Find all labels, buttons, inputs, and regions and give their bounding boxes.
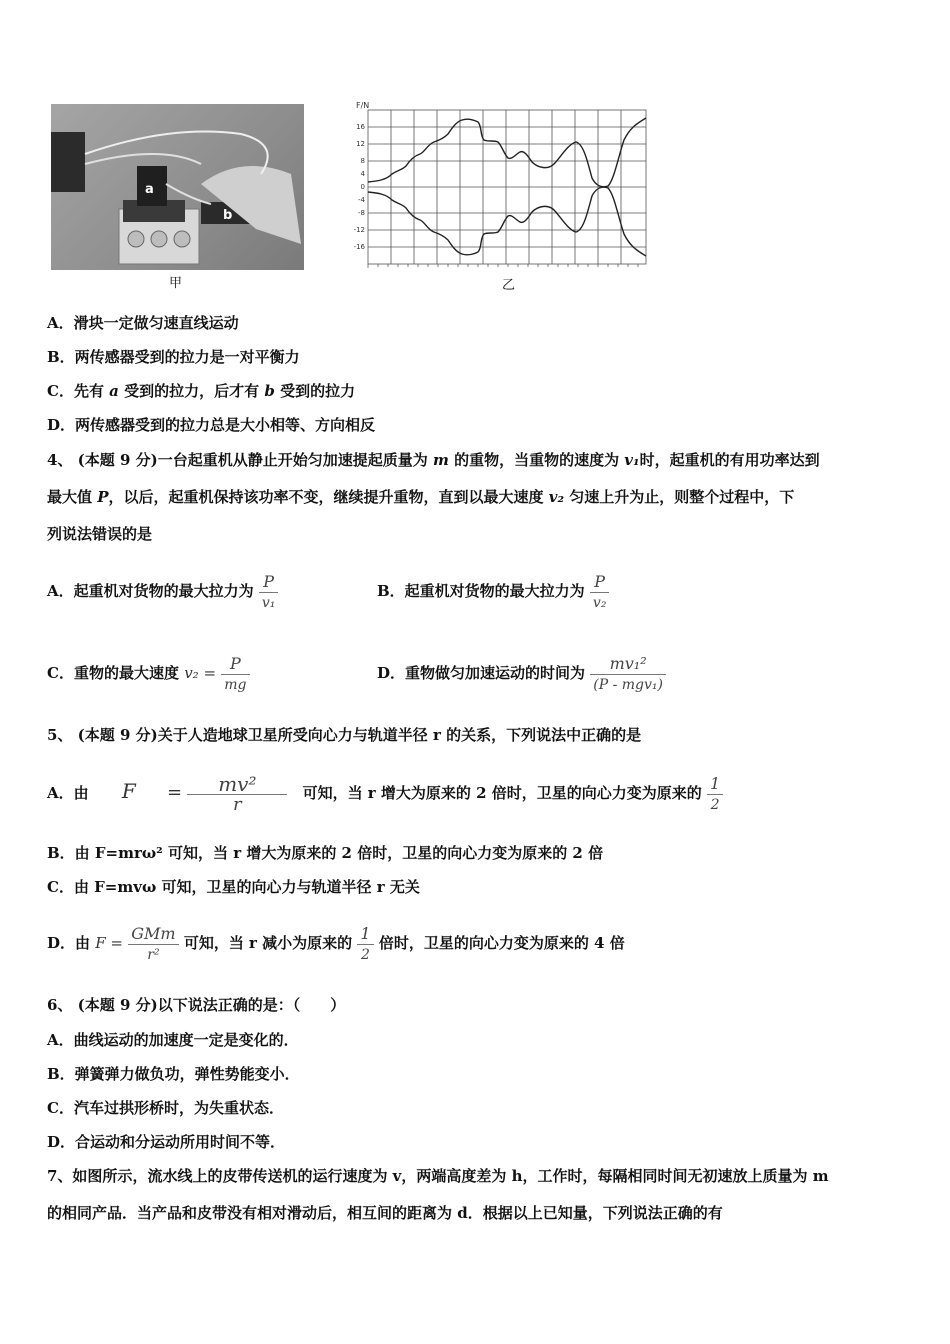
q4-power-symbol: P xyxy=(97,488,109,506)
q4-line2-mid: ，以后，起重机保持该功率不变，继续提升重物，直到以最大速度 xyxy=(108,488,549,506)
q5-option-d-num: GMm xyxy=(128,924,178,945)
q5-option-a[interactable] xyxy=(47,758,723,824)
q4-option-a-text: A．起重机对货物的最大拉力为 xyxy=(47,582,254,600)
q4-stem-line3: 列说法错误的是 xyxy=(47,525,153,543)
graph-caption: 乙 xyxy=(502,278,516,293)
q5-option-d-half-num: 1 xyxy=(357,924,373,945)
q5-option-a-equals: = xyxy=(167,782,183,803)
photo-label-b: b xyxy=(223,208,233,223)
q3-option-c-a: a xyxy=(109,382,119,400)
photo-illustration xyxy=(51,104,304,270)
q5-option-b[interactable]: B．由 F=mrω² 可知，当 r 增大为原来的 2 倍时，卫星的向心力变为原来的 2 倍 xyxy=(47,844,604,862)
q5-option-d-mid: 可知，当 r 减小为原来的 xyxy=(183,934,353,952)
y-tick-neg16: -16 xyxy=(353,243,365,251)
q4-option-a[interactable] xyxy=(47,556,278,626)
y-tick-neg8: -8 xyxy=(358,209,365,217)
q5-option-a-half-num: 1 xyxy=(707,774,723,795)
q4-option-b-den: v₂ xyxy=(592,594,607,611)
q6-option-b[interactable]: B．弹簧弹力做负功，弹性势能变小． xyxy=(47,1065,300,1083)
q5-option-d-half-den: 2 xyxy=(361,946,370,963)
q6-option-c[interactable]: C．汽车过拱形桥时，为失重状态． xyxy=(47,1099,284,1117)
q4-option-b[interactable] xyxy=(377,556,609,626)
graph-y-axis-label: F/N xyxy=(356,101,370,110)
q3-option-c[interactable] xyxy=(47,380,355,401)
q6-option-a[interactable]: A．曲线运动的加速度一定是变化的． xyxy=(47,1031,299,1049)
q5-option-a-fraction xyxy=(187,771,287,815)
q5-option-a-half-den: 2 xyxy=(710,796,720,813)
q4-option-d[interactable] xyxy=(377,640,666,706)
q4-mass-symbol: m xyxy=(432,451,449,469)
q5-option-d-den: r² xyxy=(147,946,160,963)
q5-option-a-pre: A．由 xyxy=(47,784,89,802)
q4-option-a-den: v₁ xyxy=(261,594,276,611)
q5-option-d-half xyxy=(357,924,373,965)
photo-label-a: a xyxy=(145,182,154,197)
experiment-photo xyxy=(51,104,304,270)
q4-option-c-fraction xyxy=(221,654,249,695)
q4-option-a-fraction xyxy=(259,572,279,613)
q4-option-a-num: P xyxy=(259,572,279,593)
q5-option-d-pre: D．由 xyxy=(47,934,91,952)
q4-option-c-lhs: v₂ = xyxy=(184,664,217,682)
q5-stem: 5、 (本题 9 分)关于人造地球卫星所受向心力与轨道半径 r 的关系，下列说法中正确的是 xyxy=(47,726,642,744)
q4-line1-post: 时，起重机的有用功率达到 xyxy=(639,451,820,469)
q4-option-b-fraction xyxy=(590,572,610,613)
q5-option-a-den: r xyxy=(233,793,242,815)
q4-v1-symbol: v₁ xyxy=(624,451,640,469)
photo-caption: 甲 xyxy=(169,276,183,291)
q3-option-d[interactable]: D．两传感器受到的拉力总是大小相等、方向相反 xyxy=(47,416,376,434)
force-graph xyxy=(348,98,658,272)
q4-line2-pre: 最大值 xyxy=(47,488,98,506)
q4-option-d-fraction xyxy=(590,654,666,695)
q4-stem-line2 xyxy=(47,486,794,507)
q4-v2-symbol: v₂ xyxy=(548,488,565,506)
y-tick-4: 4 xyxy=(360,170,365,178)
q3-option-b[interactable]: B．两传感器受到的拉力是一对平衡力 xyxy=(47,348,300,366)
y-tick-neg12: -12 xyxy=(353,226,365,234)
q3-option-c-post: 受到的拉力 xyxy=(274,382,356,400)
force-curve-upper xyxy=(368,118,646,187)
q4-line1-mid: 的重物，当重物的速度为 xyxy=(448,451,625,469)
y-tick-8: 8 xyxy=(360,157,365,165)
q6-stem: 6、 (本题 9 分)以下说法正确的是：（ ） xyxy=(47,996,346,1014)
q5-option-a-num: mv² xyxy=(187,774,287,795)
q4-option-c-text: C．重物的最大速度 xyxy=(47,664,179,682)
q3-option-c-mid: 受到的拉力，后才有 xyxy=(118,382,265,400)
q7-stem-line1: 7、如图所示，流水线上的皮带传送机的运行速度为 v，两端高度差为 h，工作时，每隔相同时间无初速放上质量为 m xyxy=(47,1167,829,1185)
q5-option-d-fraction xyxy=(128,924,178,965)
y-tick-neg4: -4 xyxy=(358,196,365,204)
q4-stem-line1 xyxy=(47,449,820,470)
q4-option-c-den: mg xyxy=(224,676,247,693)
q3-option-c-pre: C．先有 xyxy=(47,382,110,400)
q4-line2-post: 匀速上升为止，则整个过程中，下 xyxy=(564,488,795,506)
y-tick-16: 16 xyxy=(356,123,365,131)
q5-option-a-half xyxy=(707,774,723,815)
q4-option-d-num: mv₁² xyxy=(590,654,666,675)
q4-option-d-text: D．重物做匀加速运动的时间为 xyxy=(377,664,586,682)
q6-option-d[interactable]: D．合运动和分运动所用时间不等． xyxy=(47,1133,286,1151)
q7-stem-line2: 的相同产品．当产品和皮带没有相对滑动后，相互间的距离为 d．根据以上已知量，下列说法正确的有 xyxy=(47,1204,723,1222)
q4-option-c[interactable] xyxy=(47,640,250,706)
force-curve-lower xyxy=(368,187,646,256)
q5-option-d-lhs: F = xyxy=(95,934,123,952)
q4-option-b-text: B．起重机对货物的最大拉力为 xyxy=(377,582,585,600)
y-tick-0: 0 xyxy=(360,183,365,191)
q5-option-d-post: 倍时，卫星的向心力变为原来的 4 倍 xyxy=(378,934,625,952)
q3-option-a[interactable]: A．滑块一定做匀速直线运动 xyxy=(47,314,239,332)
q3-option-c-b: b xyxy=(264,382,275,400)
y-tick-12: 12 xyxy=(356,140,365,148)
q5-option-c[interactable]: C．由 F=mvω 可知，卫星的向心力与轨道半径 r 无关 xyxy=(47,878,420,896)
q5-option-d[interactable] xyxy=(47,908,625,978)
q4-option-b-num: P xyxy=(590,572,610,593)
q4-option-d-den: (P - mgv₁) xyxy=(593,676,663,693)
q4-option-c-num: P xyxy=(221,654,249,675)
q5-option-a-post: 可知，当 r 增大为原来的 2 倍时，卫星的向心力变为原来的 xyxy=(302,784,702,802)
q4-line1-pre: 4、 (本题 9 分)一台起重机从静止开始匀加速提起质量为 xyxy=(47,451,433,469)
q5-option-a-lhs: F xyxy=(121,779,136,803)
